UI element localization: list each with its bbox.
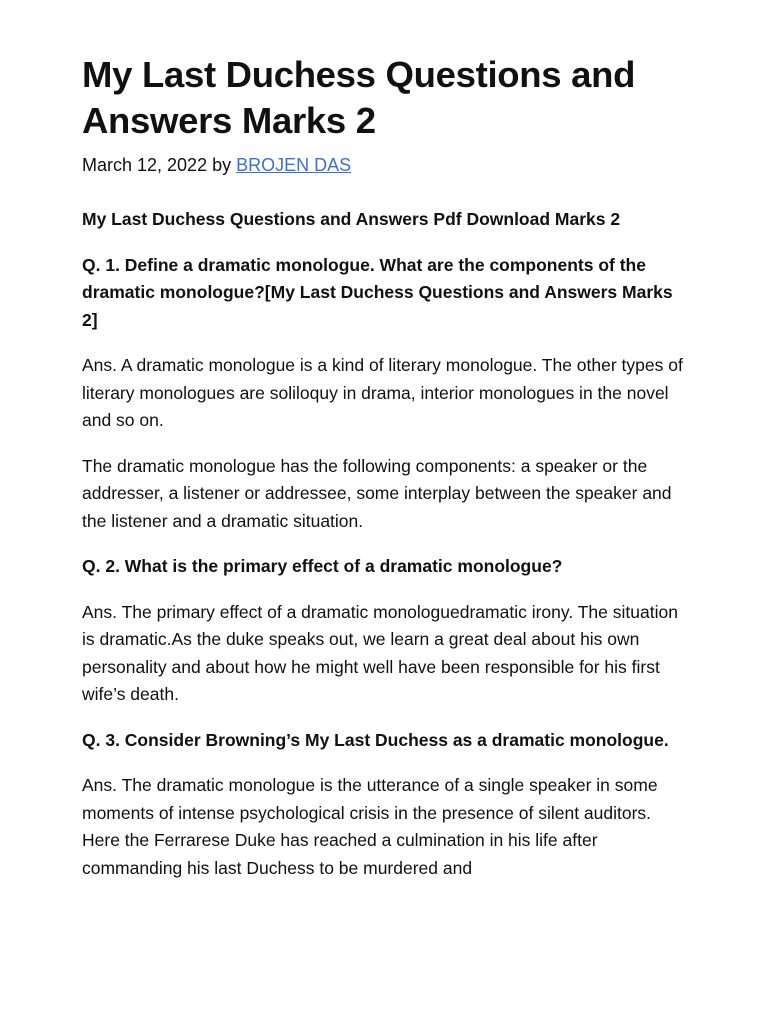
answer-1-paragraph-2: The dramatic monologue has the following components: a speaker or the addresser, a listener or addressee, some interplay between the speaker and the listener and a dramatic situation. [82,455,672,531]
post-date: March 12, 2022 [82,155,208,175]
question-1: Q. 1. Define a dramatic monologue. What are the components of the dramatic monologue?[My Last Duchess Questions and Answers Marks 2] [82,254,673,330]
article [82,52,692,882]
answer-2-paragraph-1: Ans. The primary effect of a dramatic monologuedramatic irony. The situation is dramatic.As the duke speaks out, we learn a great deal about his own personality and about how he might well have been responsible for his first wife’s death. [82,601,678,704]
article-subheading: My Last Duchess Questions and Answers Pdf Download Marks 2 [82,209,621,229]
post-meta [82,152,692,178]
question-3: Q. 3. Consider Browning’s My Last Duchess as a dramatic monologue. [82,729,669,750]
author-link[interactable]: BROJEN DAS [236,155,352,175]
answer-1-paragraph-1: Ans. A dramatic monologue is a kind of literary monologue. The other types of literary monologues are soliloquy in drama, interior monologues in the novel and so on. [82,355,683,430]
question-2: Q. 2. What is the primary effect of a dramatic monologue? [82,556,563,576]
byline-label: by [212,155,232,175]
article-title: My Last Duchess Questions and Answers Marks 2 [82,54,636,141]
answer-3-paragraph-1: Ans. The dramatic monologue is the utterance of a single speaker in some moments of intense psychological crisis in the presence of silent auditors. Here the Ferrarese Duke has reached a culmination in his life after commanding his last Duchess to be murdered and [82,775,658,878]
